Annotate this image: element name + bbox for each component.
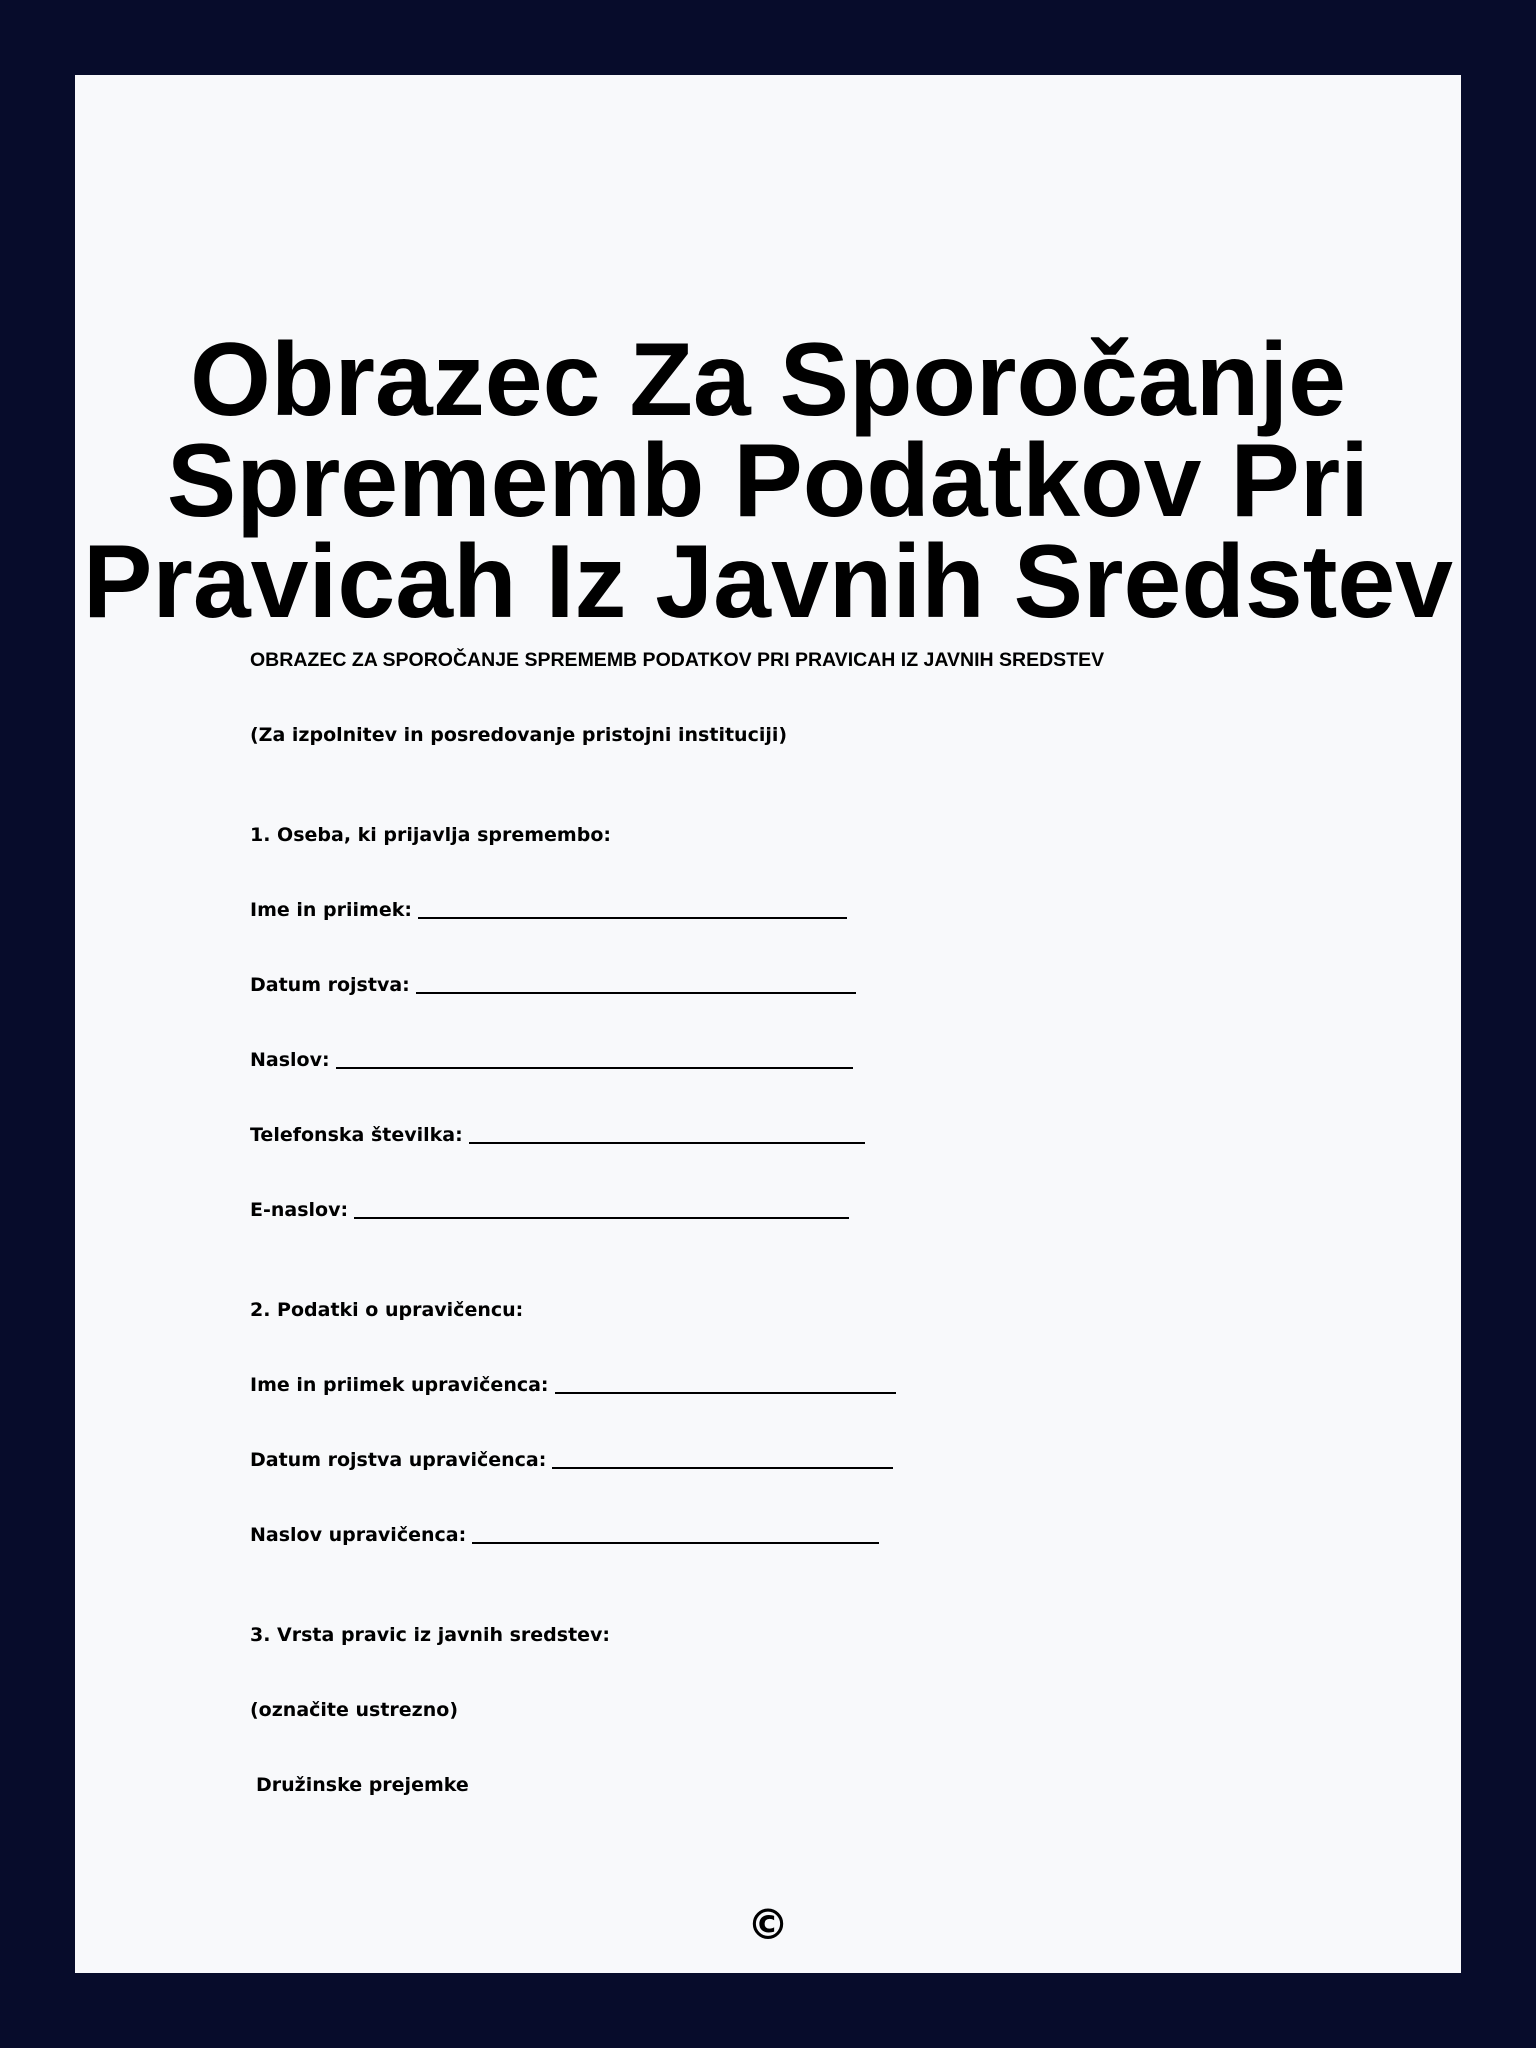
field-label-beneficiary-name: Ime in priimek upravičenca: xyxy=(250,1374,549,1396)
document-page xyxy=(75,75,1461,1973)
field-row-phone xyxy=(250,1124,865,1146)
field-blank-address[interactable] xyxy=(336,1053,853,1069)
document-title: Obrazec Za Sporočanje Sprememb Podatkov Pri Pravicah Iz Javnih Sredstev xyxy=(82,322,1454,640)
section-1-title: 1. Oseba, ki prijavlja spremembo: xyxy=(250,824,611,846)
field-row-address xyxy=(250,1049,853,1071)
field-row-beneficiary-address xyxy=(250,1524,879,1546)
option-label-family-benefits: Družinske prejemke xyxy=(256,1774,469,1796)
field-label-beneficiary-address: Naslov upravičenca: xyxy=(250,1524,467,1546)
field-row-email xyxy=(250,1199,849,1221)
field-label-name: Ime in priimek: xyxy=(250,899,412,921)
field-blank-beneficiary-birth-date[interactable] xyxy=(552,1453,893,1469)
form-subheading: (Za izpolnitev in posredovanje pristojni instituciji) xyxy=(250,724,788,746)
field-blank-beneficiary-address[interactable] xyxy=(472,1528,879,1544)
field-label-beneficiary-birth-date: Datum rojstva upravičenca: xyxy=(250,1449,547,1471)
field-row-birth-date xyxy=(250,974,856,996)
field-blank-email[interactable] xyxy=(354,1203,849,1219)
field-blank-beneficiary-name[interactable] xyxy=(555,1378,896,1394)
field-blank-name[interactable] xyxy=(418,903,847,919)
field-label-email: E-naslov: xyxy=(250,1199,349,1221)
section-3-title: 3. Vrsta pravic iz javnih sredstev: xyxy=(250,1624,611,1646)
field-label-address: Naslov: xyxy=(250,1049,330,1071)
field-row-name xyxy=(250,899,847,921)
field-row-beneficiary-name xyxy=(250,1374,896,1396)
section-3-note: (označite ustrezno) xyxy=(250,1699,458,1721)
field-label-birth-date: Datum rojstva: xyxy=(250,974,410,996)
field-blank-birth-date[interactable] xyxy=(416,978,856,994)
copyright-symbol: © xyxy=(747,1900,789,1949)
option-family-benefits[interactable] xyxy=(250,1774,469,1797)
field-blank-phone[interactable] xyxy=(469,1128,865,1144)
section-2-title: 2. Podatki o upravičencu: xyxy=(250,1299,524,1321)
field-label-phone: Telefonska številka: xyxy=(250,1124,463,1146)
field-row-beneficiary-birth-date xyxy=(250,1449,893,1471)
form-heading: OBRAZEC ZA SPOROČANJE SPREMEMB PODATKOV PRI PRAVICAH IZ JAVNIH SREDSTEV xyxy=(250,649,1105,671)
